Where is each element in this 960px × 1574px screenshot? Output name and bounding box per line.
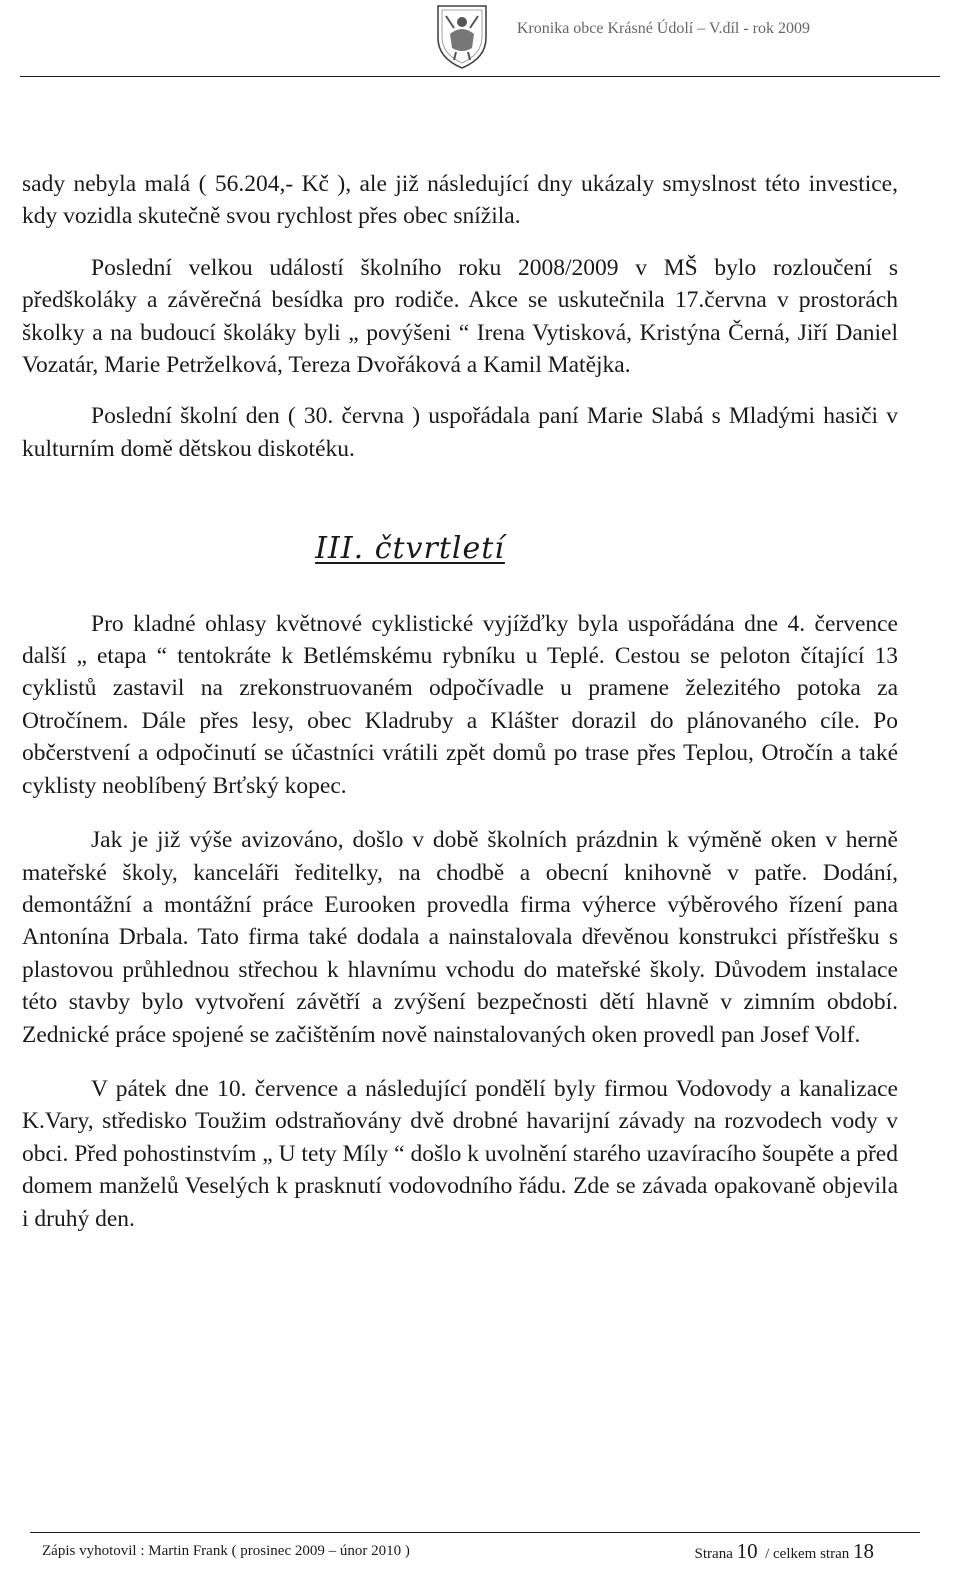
header-title: Kronika obce Krásné Údolí – V.díl - rok 2009 bbox=[516, 20, 810, 37]
footer-divider bbox=[30, 1532, 920, 1533]
paragraph-window-replacement: Jak je již výše avizováno, došlo v době školních prázdnin k výměně oken v herně mateřské školy, kanceláři ředitelky, na chodbě a obecní knihovně v patře. Dodání, demontážní a montážní práce Eurooken provedla firma výherce výběrového řízení pana Antonína Drbala. Tato firma také dodala a nainstalovala dřevěnou konstrukci přístřešku s plastovou průhlednou střechou k hlavnímu vchodu do mateřské školy. Důvodem instalace této stavby bylo vytvoření závětří a zvýšení bezpečnosti dětí hlavně v zimním období. Zednické práce spojené se začištěním nově nainstalovaných oken provedl pan Josef Volf. bbox=[22, 827, 898, 1048]
footer-author: Zápis vyhotovil : Martin Frank ( prosinec 2009 – únor 2010 ) bbox=[42, 1543, 410, 1559]
paragraph-water-repairs: V pátek dne 10. července a následující pondělí byly firmou Vodovody a kanalizace K.Vary, středisko Toužim odstraňovány dvě drobné havarijní závady na rozvodech vody v obci. Před pohostinstvím „ U tety Míly “ došlo k uvolnění starého uzavíracího šoupěte a před domem manželů Veselých k prasknutí vodovodního řádu. Zde se závada opakovaně objevila i druhý den. bbox=[22, 1075, 898, 1232]
header-divider bbox=[20, 76, 940, 77]
total-label: / celkem stran bbox=[765, 1546, 850, 1562]
paragraph-continuation: sady nebyla malá ( 56.204,- Kč ), ale již následující dny ukázaly smyslnost této investice, kdy vozidla skutečně svou rychlost přes obec snížila. bbox=[22, 171, 898, 230]
coat-of-arms-icon bbox=[432, 2, 492, 70]
chronicle-text bbox=[22, 168, 898, 1235]
page-number: 10 bbox=[736, 1539, 758, 1563]
page-label: Strana bbox=[694, 1546, 733, 1562]
paragraph-cycling-trip: Pro kladné ohlasy květnové cyklistické vyjížďky byla uspořádána dne 4. července další „ etapa “ tentokráte k Betlémskému rybníku u Teplé. Cestou se peloton čítající 13 cyklistů zastavil na zrekonstruovaném odpočívadle u pramene železitého potoka za Otročínem. Dále přes lesy, obec Kladruby a Klášter dorazil do plánovaného cíle. Po občerstvení a odpočinutí se účastníci vrátili zpět domů po trase přes Teplou, Otročín a také cyklisty neoblíbený Brťský kopec. bbox=[22, 610, 898, 799]
paragraph-kindergarten-farewell: Poslední velkou událostí školního roku 2008/2009 v MŠ bylo rozloučení s předškoláky a závěrečná besídka pro rodiče. Akce se uskutečnila 17.června v prostorách školky a na budoucí školáky byli „ povýšeni “ Irena Vytisková, Kristýna Černá, Jiří Daniel Vozatár, Marie Petrželková, Tereza Dvořáková a Kamil Matějka. bbox=[22, 254, 898, 379]
paragraph-last-school-day: Poslední školní den ( 30. června ) uspořádala paní Marie Slabá s Mladými hasiči v kulturním domě dětskou diskotéku. bbox=[22, 403, 898, 462]
section-heading: III. čtvrtletí bbox=[315, 531, 505, 567]
footer-page-info bbox=[695, 1539, 874, 1564]
total-pages: 18 bbox=[853, 1539, 874, 1563]
